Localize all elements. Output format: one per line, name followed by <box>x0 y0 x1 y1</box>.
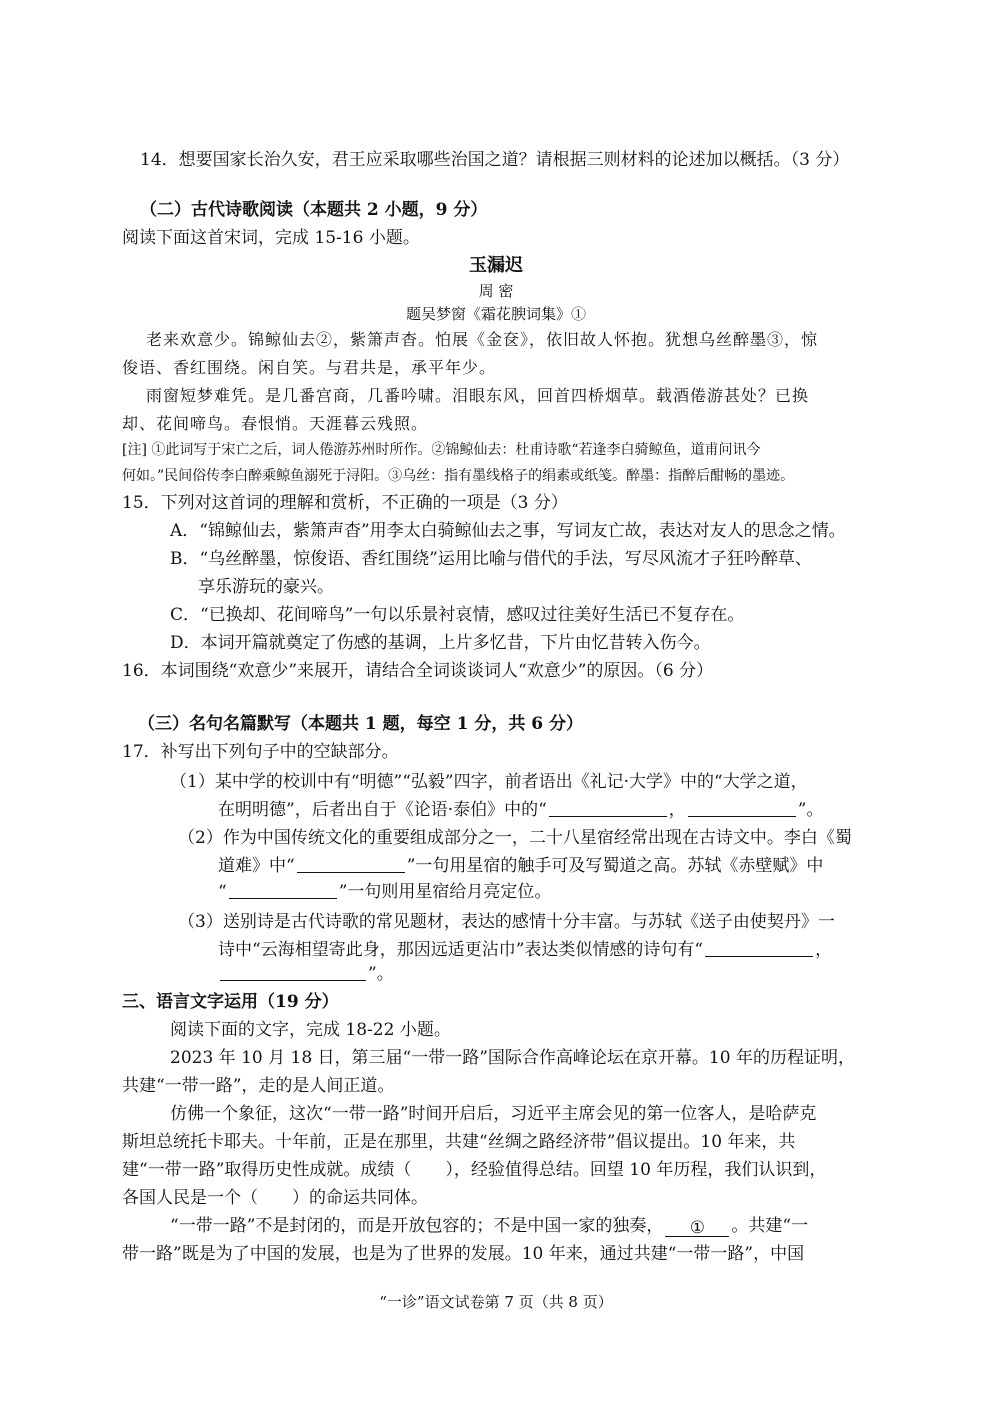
item-2-text: ”一句则用星宿给月亮定位。 <box>338 882 552 902</box>
section-3-heading: （三）名句名篇默写（本题共 1 题，每空 1 分，共 6 分） <box>138 714 583 734</box>
item-3-line-2 <box>218 938 832 962</box>
passage-text: “一带一路”不是封闭的，而是开放包容的；不是中国一家的独奏， <box>170 1216 664 1236</box>
passage-line: 共建“一带一路”，走的是人间正道。 <box>122 1076 395 1096</box>
option-c: C．“已换却、花间啼鸟”一句以乐景衬哀情，感叹过往美好生活已不复存在。 <box>170 605 745 625</box>
closing-quote: ”。 <box>797 800 824 820</box>
passage-line: 各国人民是一个（ ）的命运共同体。 <box>122 1188 428 1208</box>
page-footer: “一诊”语文试卷第 7 页（共 8 页） <box>379 1293 613 1311</box>
poem-line: 雨窗短梦难凭。是几番宫商，几番吟啸。泪眼东风，回首四桥烟草。载酒倦游甚处？已换 <box>146 386 810 405</box>
part-3-heading: 三、语言文字运用（19 分） <box>122 992 339 1012</box>
opening-quote: “ <box>218 882 227 902</box>
question-15-stem: 15．下列对这首词的理解和赏析，不正确的一项是（3 分） <box>122 493 568 513</box>
passage-line: 2023 年 10 月 18 日，第三届“一带一路”国际合作高峰论坛在京开幕。10 年的历程证明， <box>170 1048 855 1068</box>
passage-text: 。共建“一 <box>731 1216 809 1236</box>
item-2-text: 道难》中“ <box>218 856 295 876</box>
part-3-intro: 阅读下面的文字，完成 18-22 小题。 <box>170 1020 451 1040</box>
answer-blank[interactable] <box>705 938 813 957</box>
passage-line: 仿佛一个象征，这次“一带一路”时间开启后，习近平主席会见的第一位客人，是哈萨克 <box>170 1104 817 1124</box>
item-1-line-1: （1）某中学的校训中有“明德”“弘毅”四字，前者语出《礼记·大学》中的“大学之道， <box>170 772 808 792</box>
question-16: 16．本词围绕“欢意少”来展开，请结合全词谈谈词人“欢意少”的原因。（6 分） <box>122 661 714 681</box>
separator: ， <box>668 800 686 820</box>
option-b: B．“乌丝醉墨，惊俊语、香红围绕”运用比喻与借代的手法，写尽风流才子狂吟醉草、 <box>170 549 812 569</box>
answer-blank[interactable] <box>297 854 405 873</box>
poem-author: 周 密 <box>478 282 514 300</box>
item-2-text: ”一句用星宿的触手可及写蜀道之高。苏轼《赤壁赋》中 <box>406 856 824 876</box>
item-1-text: 在明明德”，后者出自于《论语·泰伯》中的“ <box>218 800 547 820</box>
passage-line: 建“一带一路”取得历史性成就。成绩（ ），经验值得总结。回望 10 年历程，我们认识到， <box>122 1160 827 1180</box>
passage-line: 带一路”既是为了中国的发展，也是为了世界的发展。10 年来，通过共建“一带一路”，中国 <box>122 1244 805 1264</box>
answer-blank[interactable] <box>220 962 366 981</box>
poem-title: 玉漏迟 <box>469 255 523 276</box>
poem-line: 老来欢意少。锦鲸仙去②，紫箫声杳。怕展《金奁》，依旧故人怀抱。犹想乌丝醉墨③，惊 <box>146 330 819 349</box>
option-b-continued: 享乐游玩的豪兴。 <box>198 577 334 597</box>
item-1-line-2 <box>218 798 824 822</box>
item-2-line-2 <box>218 854 823 878</box>
option-a: A．“锦鲸仙去，紫箫声杳”用李太白骑鲸仙去之事，写词友亡故，表达对友人的思念之情。 <box>170 521 846 541</box>
item-3-line-3 <box>218 962 394 986</box>
answer-blank[interactable] <box>688 798 796 817</box>
closing-quote: ”。 <box>368 964 394 984</box>
item-2-line-1: （2）作为中国传统文化的重要组成部分之一，二十八星宿经常出现在古诗文中。李白《蜀 <box>178 828 852 848</box>
section-2-intro: 阅读下面这首宋词，完成 15-16 小题。 <box>122 228 420 248</box>
poem-line: 俊语、香红围绕。闲自笑。与君共是，承平年少。 <box>122 358 497 377</box>
poem-note: [注] ①此词写于宋亡之后，词人倦游苏州时所作。②锦鲸仙去：杜甫诗歌“若逢李白骑鲸鱼，道甫问讯今 <box>122 442 761 458</box>
question-17-stem: 17．补写出下列句子中的空缺部分。 <box>122 742 399 762</box>
option-d: D．本词开篇就奠定了伤感的基调，上片多忆昔，下片由忆昔转入伤今。 <box>170 633 711 653</box>
item-3-line-1: （3）送别诗是古代诗歌的常见题材，表达的感情十分丰富。与苏轼《送子由使契丹》一 <box>178 912 835 932</box>
answer-blank[interactable] <box>229 880 337 899</box>
item-2-line-3 <box>218 880 551 904</box>
poem-subtitle: 题吴梦窗《霜花腴词集》① <box>405 305 586 323</box>
section-2-heading: （二）古代诗歌阅读（本题共 2 小题，9 分） <box>140 200 488 220</box>
question-14: 14．想要国家长治久安，君王应采取哪些治国之道？请根据三则材料的论述加以概括。（3 分） <box>140 150 850 170</box>
passage-line: 斯坦总统托卡耶夫。十年前，正是在那里，共建“丝绸之路经济带”倡议提出。10 年来，共 <box>122 1132 796 1152</box>
answer-blank[interactable] <box>549 798 667 817</box>
poem-line: 却、花间啼鸟。春恨悄。天涯暮云残照。 <box>122 414 429 433</box>
poem-note: 何如。”民间俗传李白醉乘鲸鱼溺死于浔阳。③乌丝：指有墨线格子的绢素或纸笺。醉墨：指醉后酣畅的墨迹。 <box>122 468 795 484</box>
blank-1[interactable]: ① <box>665 1216 729 1237</box>
separator: ， <box>815 940 833 960</box>
passage-line <box>170 1214 808 1238</box>
item-3-text: 诗中“云海相望寄此身，那因远适更沾巾”表达类似情感的诗句有“ <box>218 940 704 960</box>
